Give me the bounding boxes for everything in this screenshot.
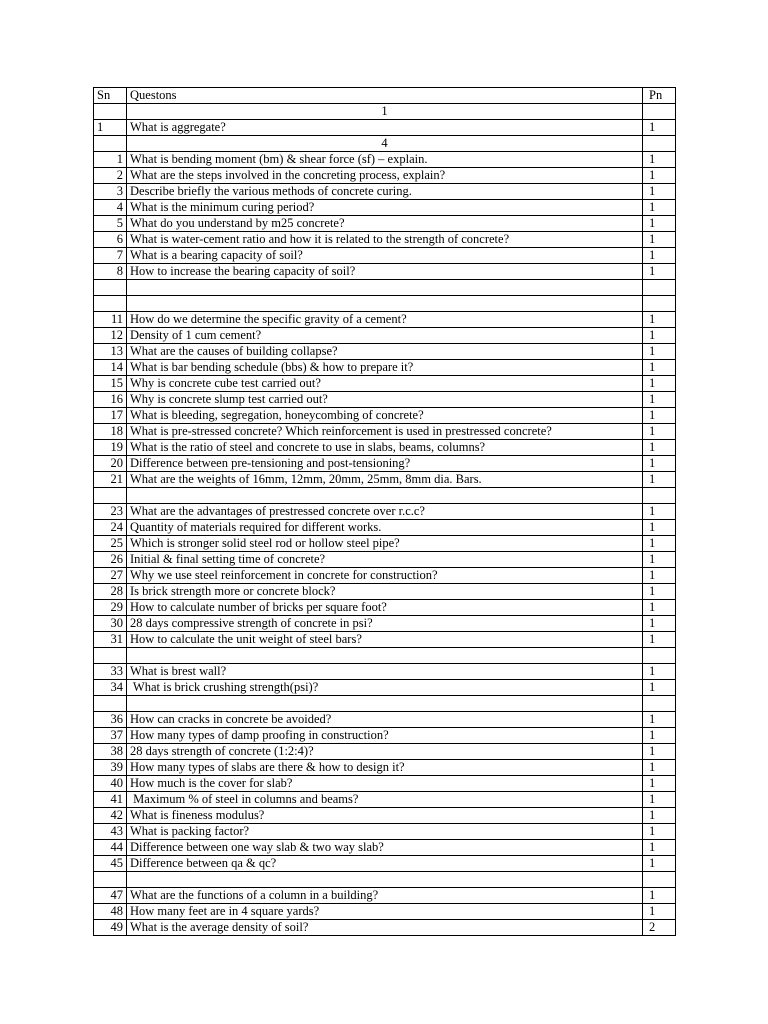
question-row (94, 744, 676, 760)
question-row (94, 680, 676, 696)
question-pn: 1 (643, 888, 676, 904)
question-text: How do we determine the specific gravity of a cement? (127, 312, 643, 328)
question-pn: 1 (643, 360, 676, 376)
question-pn: 1 (643, 760, 676, 776)
question-pn: 1 (643, 552, 676, 568)
question-row (94, 600, 676, 616)
question-text: How many types of damp proofing in construction? (127, 728, 643, 744)
question-text: Initial & final setting time of concrete? (127, 552, 643, 568)
question-row (94, 840, 676, 856)
question-pn: 1 (643, 408, 676, 424)
question-row (94, 120, 676, 136)
question-text: What are the causes of building collapse? (127, 344, 643, 360)
question-pn: 1 (643, 248, 676, 264)
question-text: What are the weights of 16mm, 12mm, 20mm, 25mm, 8mm dia. Bars. (127, 472, 643, 488)
question-pn: 1 (643, 808, 676, 824)
question-pn: 1 (643, 568, 676, 584)
question-text: What is the average density of soil? (127, 920, 643, 936)
question-text: What is bar bending schedule (bbs) & how to prepare it? (127, 360, 643, 376)
question-number: 40 (94, 776, 127, 792)
blank-cell (94, 296, 127, 312)
question-text: What is brick crushing strength(psi)? (127, 680, 643, 696)
section-label: 1 (127, 104, 643, 120)
question-pn: 1 (643, 520, 676, 536)
question-text: How to calculate number of bricks per square foot? (127, 600, 643, 616)
question-pn: 1 (643, 664, 676, 680)
question-number: 34 (94, 680, 127, 696)
question-text: What is bleeding, segregation, honeycombing of concrete? (127, 408, 643, 424)
question-pn: 1 (643, 536, 676, 552)
question-row (94, 248, 676, 264)
blank-cell (127, 872, 643, 888)
question-text: What is pre-stressed concrete? Which reinforcement is used in prestressed concrete? (127, 424, 643, 440)
question-number: 49 (94, 920, 127, 936)
question-number: 42 (94, 808, 127, 824)
question-number: 1 (94, 120, 127, 136)
question-row (94, 632, 676, 648)
question-number: 45 (94, 856, 127, 872)
question-pn: 1 (643, 904, 676, 920)
question-row (94, 184, 676, 200)
question-row (94, 504, 676, 520)
question-text: How many feet are in 4 square yards? (127, 904, 643, 920)
question-row (94, 536, 676, 552)
question-pn: 1 (643, 712, 676, 728)
question-row (94, 792, 676, 808)
question-number: 15 (94, 376, 127, 392)
question-number: 4 (94, 200, 127, 216)
blank-cell (643, 296, 676, 312)
question-text: How many types of slabs are there & how to design it? (127, 760, 643, 776)
blank-cell (127, 696, 643, 712)
question-pn: 1 (643, 264, 676, 280)
question-number: 37 (94, 728, 127, 744)
question-row (94, 584, 676, 600)
question-number: 8 (94, 264, 127, 280)
question-text: What is packing factor? (127, 824, 643, 840)
question-number: 20 (94, 456, 127, 472)
question-row (94, 888, 676, 904)
section-sn-cell (94, 136, 127, 152)
question-row (94, 168, 676, 184)
section-label: 4 (127, 136, 643, 152)
question-text: Difference between qa & qc? (127, 856, 643, 872)
blank-row (94, 648, 676, 664)
question-pn: 1 (643, 744, 676, 760)
blank-cell (94, 696, 127, 712)
question-text: Quantity of materials required for different works. (127, 520, 643, 536)
blank-row (94, 296, 676, 312)
question-number: 47 (94, 888, 127, 904)
question-text: What is aggregate? (127, 120, 643, 136)
question-text: Why is concrete slump test carried out? (127, 392, 643, 408)
question-row (94, 664, 676, 680)
question-row (94, 424, 676, 440)
question-pn: 1 (643, 152, 676, 168)
header-sn: Sn (94, 88, 127, 104)
question-number: 14 (94, 360, 127, 376)
question-pn: 1 (643, 392, 676, 408)
question-pn: 1 (643, 472, 676, 488)
question-pn: 1 (643, 200, 676, 216)
question-row (94, 808, 676, 824)
blank-row (94, 280, 676, 296)
question-number: 25 (94, 536, 127, 552)
question-pn: 1 (643, 344, 676, 360)
question-number: 31 (94, 632, 127, 648)
question-row (94, 824, 676, 840)
question-pn: 1 (643, 600, 676, 616)
blank-cell (127, 488, 643, 504)
question-row (94, 760, 676, 776)
blank-cell (94, 280, 127, 296)
header-pn: Pn (643, 88, 676, 104)
blank-cell (643, 488, 676, 504)
blank-row (94, 488, 676, 504)
question-text: Maximum % of steel in columns and beams? (127, 792, 643, 808)
question-number: 30 (94, 616, 127, 632)
question-text: How can cracks in concrete be avoided? (127, 712, 643, 728)
section-pn-cell (643, 136, 676, 152)
question-pn: 1 (643, 312, 676, 328)
question-pn: 1 (643, 184, 676, 200)
question-pn: 1 (643, 440, 676, 456)
question-pn: 1 (643, 792, 676, 808)
question-text: How to increase the bearing capacity of soil? (127, 264, 643, 280)
question-pn: 1 (643, 120, 676, 136)
question-number: 39 (94, 760, 127, 776)
blank-row (94, 872, 676, 888)
question-text: Is brick strength more or concrete block? (127, 584, 643, 600)
question-number: 6 (94, 232, 127, 248)
question-row (94, 392, 676, 408)
question-text: Describe briefly the various methods of concrete curing. (127, 184, 643, 200)
question-row (94, 344, 676, 360)
question-text: 28 days strength of concrete (1:2:4)? (127, 744, 643, 760)
question-text: What are the advantages of prestressed concrete over r.c.c? (127, 504, 643, 520)
question-number: 28 (94, 584, 127, 600)
section-row (94, 136, 676, 152)
question-number: 5 (94, 216, 127, 232)
question-number: 26 (94, 552, 127, 568)
question-pn: 1 (643, 824, 676, 840)
question-number: 18 (94, 424, 127, 440)
question-number: 3 (94, 184, 127, 200)
question-number: 27 (94, 568, 127, 584)
question-pn: 1 (643, 680, 676, 696)
question-text: What are the steps involved in the concreting process, explain? (127, 168, 643, 184)
question-row (94, 360, 676, 376)
question-pn: 2 (643, 920, 676, 936)
question-number: 11 (94, 312, 127, 328)
question-pn: 1 (643, 776, 676, 792)
question-number: 7 (94, 248, 127, 264)
question-number: 19 (94, 440, 127, 456)
question-number: 38 (94, 744, 127, 760)
question-number: 16 (94, 392, 127, 408)
question-pn: 1 (643, 424, 676, 440)
question-row (94, 456, 676, 472)
section-row (94, 104, 676, 120)
question-row (94, 376, 676, 392)
section-sn-cell (94, 104, 127, 120)
question-pn: 1 (643, 456, 676, 472)
question-pn: 1 (643, 504, 676, 520)
question-text: Difference between one way slab & two way slab? (127, 840, 643, 856)
question-number: 13 (94, 344, 127, 360)
question-number: 23 (94, 504, 127, 520)
header-row (94, 88, 676, 104)
question-row (94, 856, 676, 872)
question-row (94, 216, 676, 232)
question-pn: 1 (643, 728, 676, 744)
question-number: 12 (94, 328, 127, 344)
question-pn: 1 (643, 632, 676, 648)
question-text: What do you understand by m25 concrete? (127, 216, 643, 232)
question-number: 1 (94, 152, 127, 168)
questions-table (93, 87, 676, 936)
question-pn: 1 (643, 616, 676, 632)
question-number: 48 (94, 904, 127, 920)
question-number: 44 (94, 840, 127, 856)
blank-cell (643, 872, 676, 888)
question-text: What is water-cement ratio and how it is related to the strength of concrete? (127, 232, 643, 248)
question-row (94, 920, 676, 936)
question-text: What is fineness modulus? (127, 808, 643, 824)
question-row (94, 264, 676, 280)
question-row (94, 552, 676, 568)
question-text: Density of 1 cum cement? (127, 328, 643, 344)
blank-cell (94, 648, 127, 664)
question-text: How much is the cover for slab? (127, 776, 643, 792)
question-text: What is the minimum curing period? (127, 200, 643, 216)
question-text: What is bending moment (bm) & shear force (sf) – explain. (127, 152, 643, 168)
question-row (94, 568, 676, 584)
question-text: What is the ratio of steel and concrete to use in slabs, beams, columns? (127, 440, 643, 456)
question-pn: 1 (643, 584, 676, 600)
question-row (94, 200, 676, 216)
question-pn: 1 (643, 232, 676, 248)
question-text: How to calculate the unit weight of steel bars? (127, 632, 643, 648)
question-number: 2 (94, 168, 127, 184)
question-text: Which is stronger solid steel rod or hollow steel pipe? (127, 536, 643, 552)
question-pn: 1 (643, 328, 676, 344)
question-text: 28 days compressive strength of concrete in psi? (127, 616, 643, 632)
question-row (94, 520, 676, 536)
question-number: 43 (94, 824, 127, 840)
question-row (94, 232, 676, 248)
question-row (94, 904, 676, 920)
blank-cell (643, 648, 676, 664)
question-text: Why we use steel reinforcement in concrete for construction? (127, 568, 643, 584)
question-row (94, 616, 676, 632)
question-number: 24 (94, 520, 127, 536)
question-row (94, 728, 676, 744)
question-pn: 1 (643, 168, 676, 184)
question-row (94, 712, 676, 728)
question-row (94, 440, 676, 456)
question-row (94, 312, 676, 328)
question-pn: 1 (643, 856, 676, 872)
question-number: 17 (94, 408, 127, 424)
question-text: What are the functions of a column in a building? (127, 888, 643, 904)
question-row (94, 408, 676, 424)
question-text: What is a bearing capacity of soil? (127, 248, 643, 264)
blank-cell (94, 872, 127, 888)
question-text: Difference between pre-tensioning and post-tensioning? (127, 456, 643, 472)
question-number: 36 (94, 712, 127, 728)
blank-cell (94, 488, 127, 504)
question-pn: 1 (643, 216, 676, 232)
question-row (94, 472, 676, 488)
section-pn-cell (643, 104, 676, 120)
header-question: Questons (127, 88, 643, 104)
blank-cell (127, 648, 643, 664)
blank-cell (127, 296, 643, 312)
question-pn: 1 (643, 376, 676, 392)
question-row (94, 776, 676, 792)
blank-cell (643, 280, 676, 296)
question-row (94, 152, 676, 168)
question-text: What is brest wall? (127, 664, 643, 680)
question-number: 41 (94, 792, 127, 808)
question-pn: 1 (643, 840, 676, 856)
question-row (94, 328, 676, 344)
question-number: 29 (94, 600, 127, 616)
blank-cell (643, 696, 676, 712)
blank-cell (127, 280, 643, 296)
question-text: Why is concrete cube test carried out? (127, 376, 643, 392)
blank-row (94, 696, 676, 712)
question-number: 33 (94, 664, 127, 680)
question-number: 21 (94, 472, 127, 488)
